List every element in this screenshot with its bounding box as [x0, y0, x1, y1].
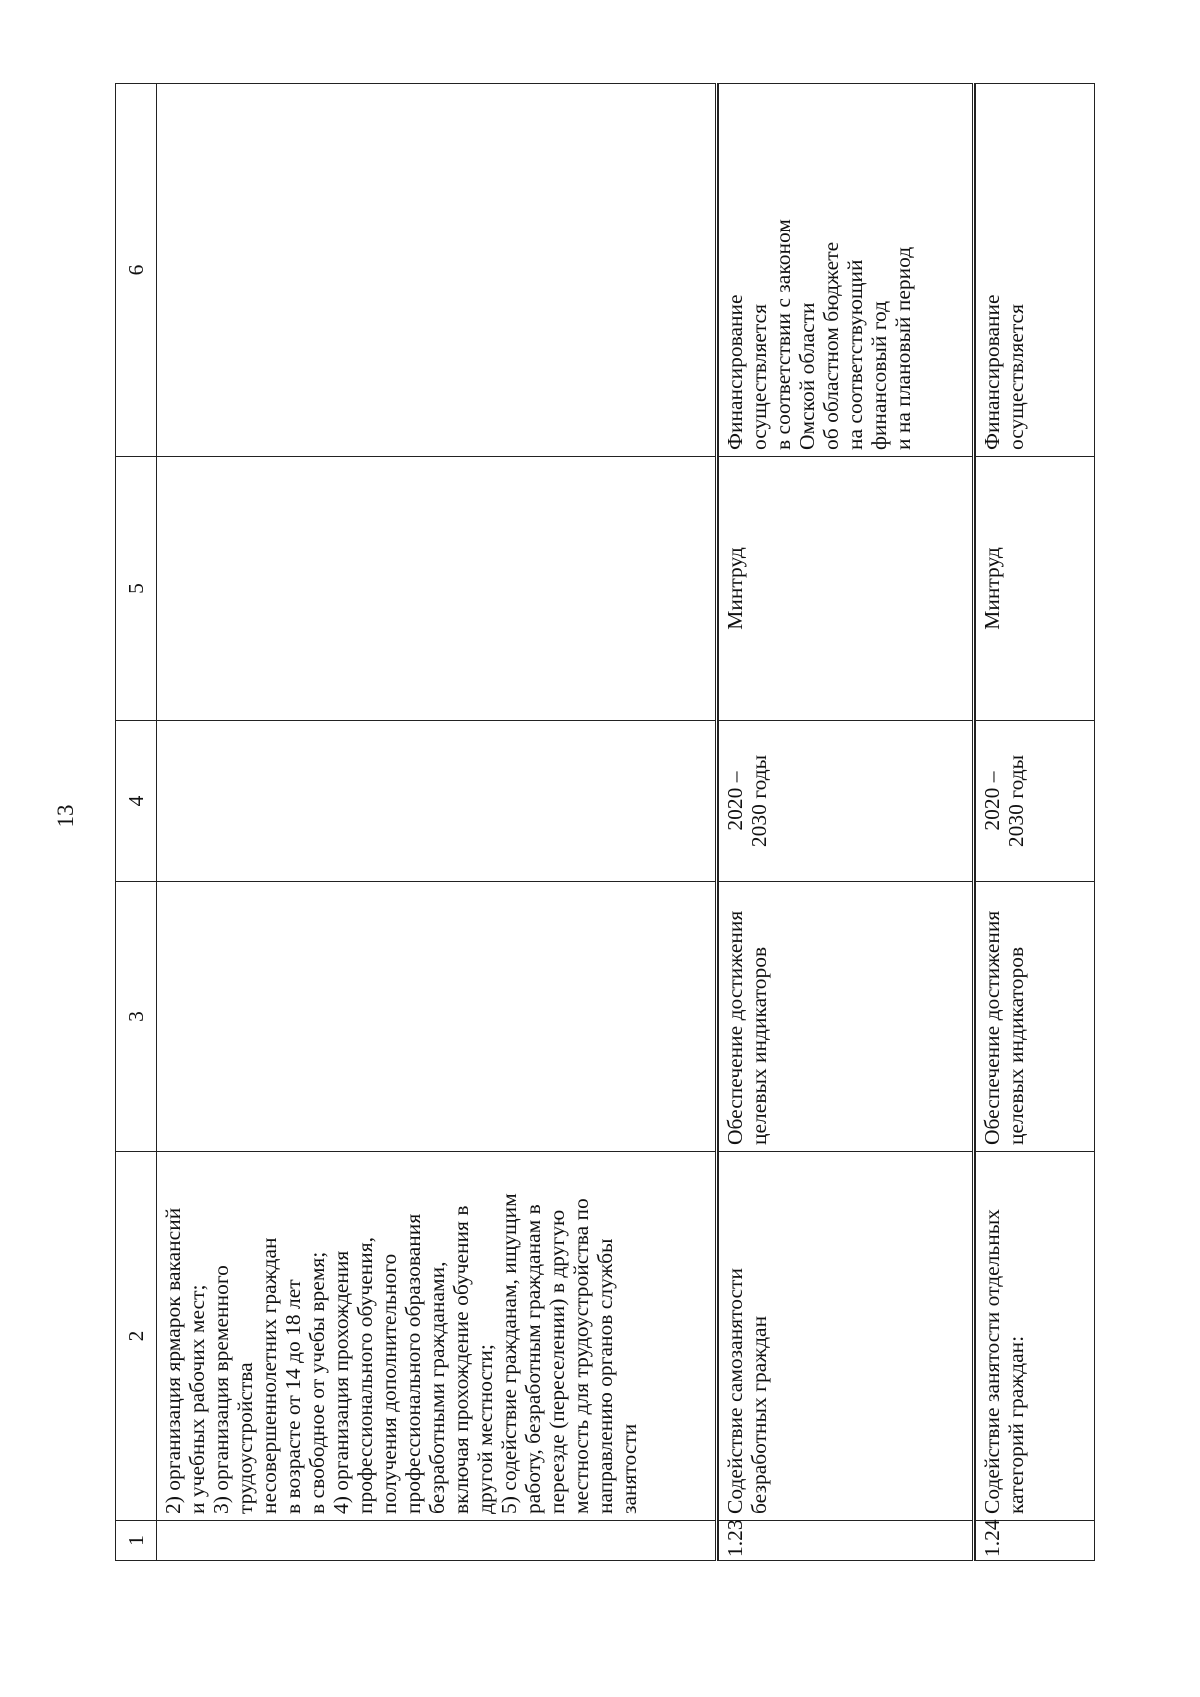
cell-line: занятости	[617, 1423, 641, 1514]
period-cell	[719, 721, 974, 882]
cell-line: осуществляется	[1004, 304, 1028, 450]
cell-line: 2020 –	[980, 771, 1004, 831]
cell-line: в свободное от учебы время;	[305, 1251, 329, 1514]
measure-description-cell	[976, 1152, 1095, 1521]
cell-line: 2) организация ярмарок вакансий	[161, 1207, 185, 1514]
financing-cell	[157, 84, 717, 457]
period-cell	[976, 721, 1095, 882]
cell-line: другой местности;	[473, 1344, 497, 1514]
header-col-3: 3	[116, 882, 157, 1152]
responsible-cell	[157, 457, 717, 721]
cell-line: об областном бюджете	[819, 241, 843, 450]
header-col-2: 2	[116, 1152, 157, 1521]
cell-line: безработных граждан	[747, 1315, 771, 1514]
cell-line: Содействие занятости отдельных	[980, 1209, 1004, 1514]
cell-line: включая прохождение обучения в	[449, 1205, 473, 1514]
cell-line: Обеспечение достижения	[980, 910, 1004, 1145]
row-number-cell	[157, 1521, 717, 1561]
header-col-4: 4	[116, 721, 157, 882]
cell-line: работу, безработным гражданам в	[521, 1204, 545, 1514]
cell-line: и учебных рабочих мест;	[185, 1284, 209, 1514]
cell-line: 2020 –	[723, 771, 747, 831]
cell-line: 4) организация прохождения	[329, 1250, 353, 1514]
expected-result-cell	[719, 882, 974, 1152]
cell-line: и на плановый период	[891, 246, 915, 450]
financing-cell	[976, 84, 1095, 457]
cell-line: финансовый год	[867, 300, 891, 450]
cell-line: 5) содействие гражданам, ищущим	[497, 1193, 521, 1514]
expected-result-cell	[976, 882, 1095, 1152]
cell-line: местность для трудоустройства по	[569, 1198, 593, 1514]
cell-line: 2030 годы	[747, 754, 771, 848]
cell-line: переезде (переселении) в другую	[545, 1209, 569, 1514]
row-number-cell: 1.23	[719, 1521, 974, 1561]
measures-table	[115, 83, 1095, 1561]
header-col-5: 5	[116, 457, 157, 721]
cell-line: 3) организация временного	[209, 1265, 233, 1514]
page-number: 13	[53, 804, 78, 828]
responsible-cell	[719, 457, 974, 721]
measure-description-cell	[157, 1152, 717, 1521]
table-container	[115, 84, 1081, 1561]
cell-line: осуществляется	[747, 304, 771, 450]
period-cell	[157, 721, 717, 882]
cell-line: в возрасте от 14 до 18 лет	[281, 1279, 305, 1514]
cell-line: Финансирование	[980, 294, 1004, 450]
cell-line: безработными гражданами,	[425, 1261, 449, 1514]
cell-line: 2030 годы	[1004, 754, 1028, 848]
header-col-6: 6	[116, 84, 157, 457]
responsible-cell	[976, 457, 1095, 721]
cell-line: на соответствующий	[843, 259, 867, 450]
row-number-cell: 1.24	[976, 1521, 1095, 1561]
cell-line: Минтруд	[723, 547, 747, 630]
cell-line: профессионального образования	[401, 1213, 425, 1514]
cell-line: категорий граждан:	[1004, 1335, 1028, 1514]
cell-line: Обеспечение достижения	[723, 910, 747, 1145]
cell-line: направлению органов службы	[593, 1238, 617, 1514]
table-row	[157, 84, 717, 1561]
cell-line: Финансирование	[723, 294, 747, 450]
cell-line: получения дополнительного	[377, 1253, 401, 1514]
cell-line: Минтруд	[980, 547, 1004, 630]
table-header-row	[116, 84, 157, 1561]
cell-line: трудоустройства	[233, 1362, 257, 1514]
measure-description-cell	[719, 1152, 974, 1521]
cell-line: целевых индикаторов	[747, 946, 771, 1145]
header-col-1: 1	[116, 1521, 157, 1561]
cell-line: Содействие самозанятости	[723, 1268, 747, 1514]
table-row	[976, 84, 1095, 1561]
cell-line: целевых индикаторов	[1004, 946, 1028, 1145]
rotated-table-frame	[115, 84, 1081, 1561]
cell-line: профессионального обучения,	[353, 1236, 377, 1514]
cell-line: в соответствии с законом	[771, 219, 795, 450]
expected-result-cell	[157, 882, 717, 1152]
cell-line: несовершеннолетних граждан	[257, 1237, 281, 1514]
financing-cell	[719, 84, 974, 457]
table-row	[719, 84, 974, 1561]
cell-line: Омской области	[795, 302, 819, 450]
